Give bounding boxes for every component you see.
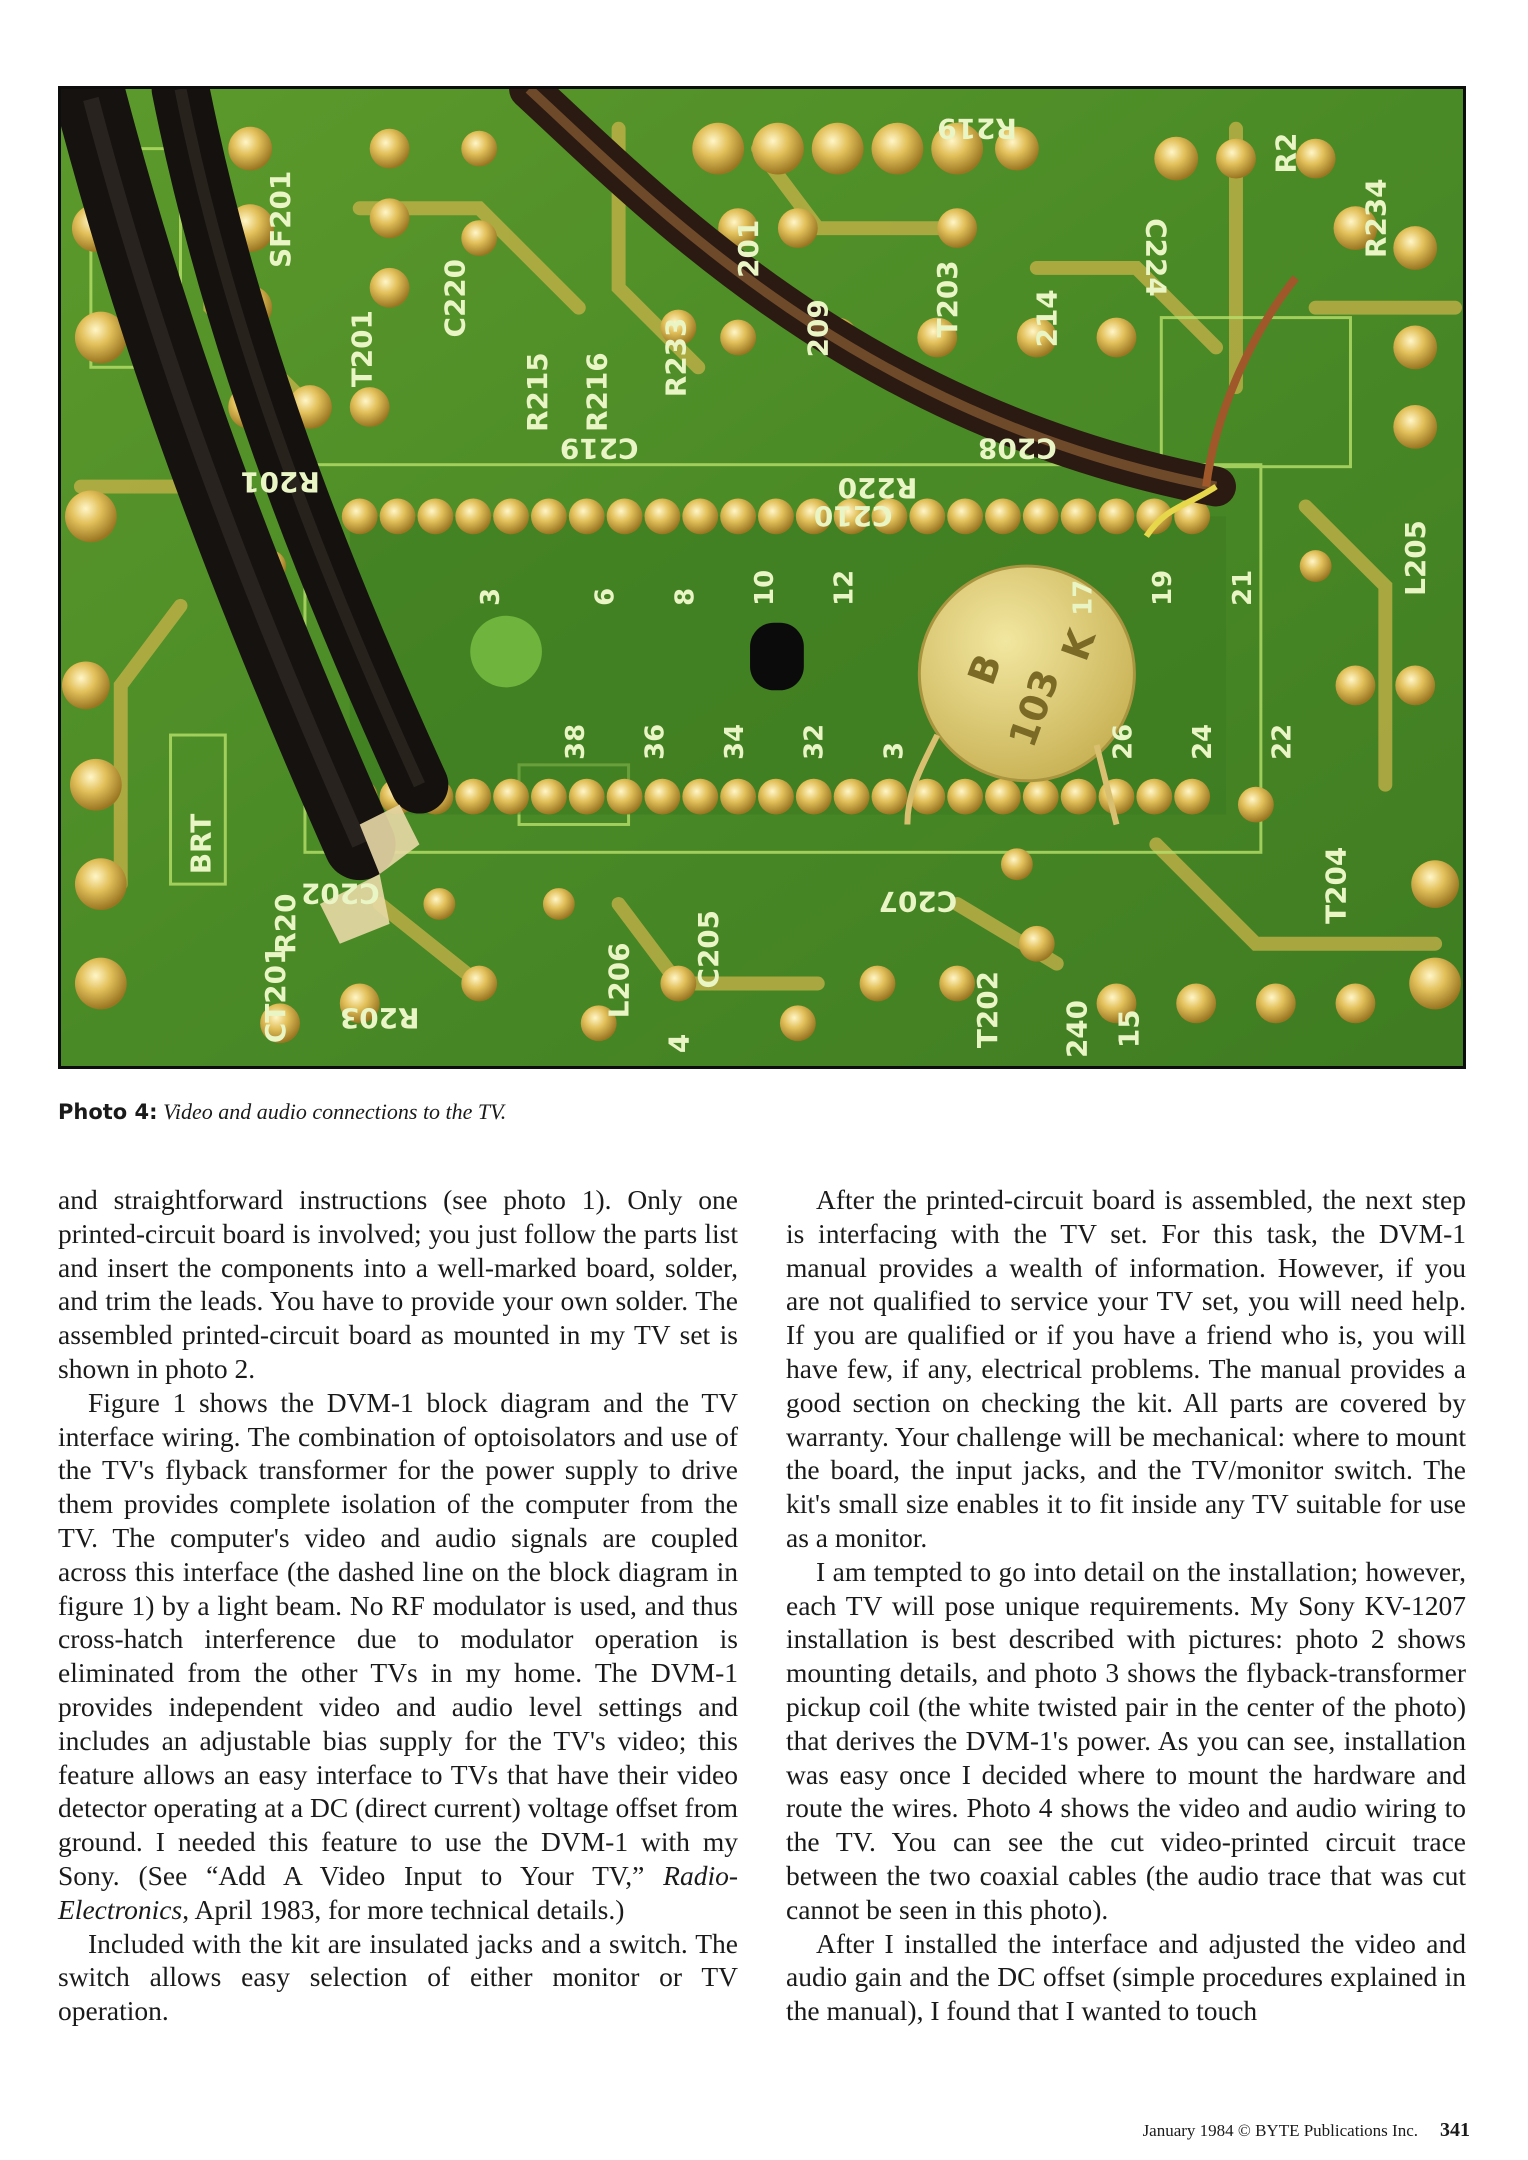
pin-3b: 3: [879, 741, 910, 760]
label-sf201: SF201: [263, 170, 298, 268]
label-15: 15: [1112, 1009, 1146, 1049]
footer-text: January 1984 © BYTE Publications Inc.: [1142, 2121, 1418, 2140]
page-number: 341: [1440, 2119, 1470, 2141]
paragraph: and straightforward instructions (see photo 1). Only one printed-circuit board is involved; you just follow the parts list and insert the components into a well-marked board, solder, and trim the leads. You have to provide your own solder. The assembled printed-circuit board as mounted in my TV set is shown in photo 2.: [58, 1184, 738, 1384]
label-c208: C208: [978, 431, 1057, 465]
label-c205: C205: [692, 909, 726, 989]
label-r20: R20: [268, 893, 303, 954]
page-footer: [1143, 2119, 1470, 2142]
label-ct201: CT201: [259, 945, 293, 1044]
label-201: 201: [731, 219, 766, 278]
label-r203: R203: [339, 1001, 420, 1035]
pin-34: 34: [720, 723, 751, 760]
label-r215: R215: [520, 352, 554, 432]
label-t203: T203: [931, 260, 965, 338]
photo-caption: [58, 1099, 1258, 1125]
label-t202: T202: [970, 971, 1005, 1049]
label-r216: R216: [580, 352, 614, 432]
label-t201: T201: [345, 310, 379, 388]
caption-text: Video and audio connections to the TV.: [163, 1099, 507, 1124]
paragraph: After I installed the interface and adjusted the video and audio gain and the DC offset (simple procedures explained in the manual), I found that I wanted to touch: [786, 1927, 1466, 2027]
label-c210: C210: [813, 499, 893, 533]
pin-32: 32: [799, 723, 830, 760]
left-column: [58, 1183, 738, 2028]
label-l205: L205: [1399, 520, 1433, 596]
pin-10: 10: [749, 569, 780, 606]
label-c220: C220: [438, 258, 472, 338]
label-r233: R233: [659, 317, 693, 398]
label-r2: R2: [1269, 132, 1303, 174]
label-214: 214: [1030, 289, 1064, 348]
pin-22: 22: [1267, 723, 1298, 760]
label-l206: L206: [602, 942, 636, 1019]
label-240: 240: [1060, 999, 1094, 1059]
paragraph: After the printed-circuit board is assembled, the next step is interfacing with the TV set. For this task, the DVM-1 manual provides a wealth of information. However, if you are not qualified to service your TV set, you will need help. If you are qualified or if you have a friend who is, you will have few, if any, electrical problems. The manual provides a good section on checking the kit. All parts are covered by warranty. Your challenge will be mechanical: where to mount the board, the input jacks, and the TV/monitor switch. The kit's small size enables it to fit inside any TV suitable for use as a monitor.: [786, 1184, 1466, 1553]
right-column: [786, 1183, 1466, 2028]
pcb-photo: [58, 86, 1466, 1069]
label-t204: T204: [1319, 846, 1353, 924]
label-4: 4: [662, 1033, 696, 1054]
pin-19: 19: [1148, 569, 1179, 606]
paragraph: I am tempted to go into detail on the installation; however, each TV will pose unique requirements. My Sony KV-1207 installation is best described with pictures: photo 2 shows mounting details, and photo 3 shows the flyback-transformer pickup coil (the white twisted pair in the center of the photo) that derives the DVM-1's power. As you can see, installation was easy once I decided where to mount the hardware and route the wires. Photo 4 shows the video and audio wiring to the TV. You can see the cut video-printed circuit trace between the two coaxial cables (the audio trace that was cut cannot be seen in this photo).: [786, 1555, 1466, 1925]
pin-21: 21: [1227, 569, 1258, 606]
label-c207: C207: [878, 885, 958, 919]
pcb-photo-illustration: [61, 89, 1463, 1066]
pin-3: 3: [476, 587, 507, 606]
paragraph-text: , April 1983, for more technical details.): [182, 1893, 625, 1925]
pin-36: 36: [640, 723, 671, 760]
label-r220: R220: [837, 471, 918, 505]
paragraph-text: Figure 1 shows the DVM-1 block diagram and the TV interface wiring. The combination of optoisolators and use of the TV's flyback transformer for the power supply to drive them provides complete isolation of the computer from the TV. The computer's video and audio signals are coupled across this interface (the dashed line on the block diagram in figure 1) by a light beam. No RF modulator is used, and thus cross-hatch interference due to modulator operation is eliminated from the other TVs in my home. The DVM-1 provides independent video and audio level settings and includes an adjustable bias supply for the TV's video; this feature allows an easy interface to TVs that have their video detector operating at a DC (direct current) voltage offset from ground. I needed this feature to use the DVM-1 with my Sony. (See “Add A Video Input to Your TV,”: [58, 1386, 738, 1891]
label-r201: R201: [240, 465, 320, 499]
citation-title: Radio-Electronics: [58, 1859, 738, 1925]
paragraph: [58, 1386, 738, 1927]
label-brt: BRT: [184, 813, 218, 875]
pin-26: 26: [1108, 723, 1139, 760]
label-c219: C219: [559, 431, 639, 465]
pin-12: 12: [829, 569, 860, 606]
label-c202: C202: [301, 877, 380, 911]
label-209: 209: [801, 299, 835, 358]
capacitor-marking-1: B: [959, 648, 1011, 691]
paragraph: Included with the kit are insulated jacks and a switch. The switch allows easy selection of either monitor or TV operation.: [58, 1927, 738, 2027]
pin-8: 8: [670, 587, 701, 606]
capacitor-marking-2: K: [1052, 623, 1105, 667]
pin-38: 38: [560, 723, 591, 760]
pin-24: 24: [1188, 723, 1219, 760]
caption-label: Photo 4:: [58, 1100, 158, 1124]
label-r234: R234: [1359, 178, 1393, 258]
capacitor-marking-3: 103: [1000, 663, 1069, 753]
label-r219: R219: [937, 111, 1017, 145]
label-c224: C224: [1139, 218, 1173, 297]
pin-6: 6: [590, 587, 621, 606]
pin-17: 17: [1068, 579, 1099, 616]
